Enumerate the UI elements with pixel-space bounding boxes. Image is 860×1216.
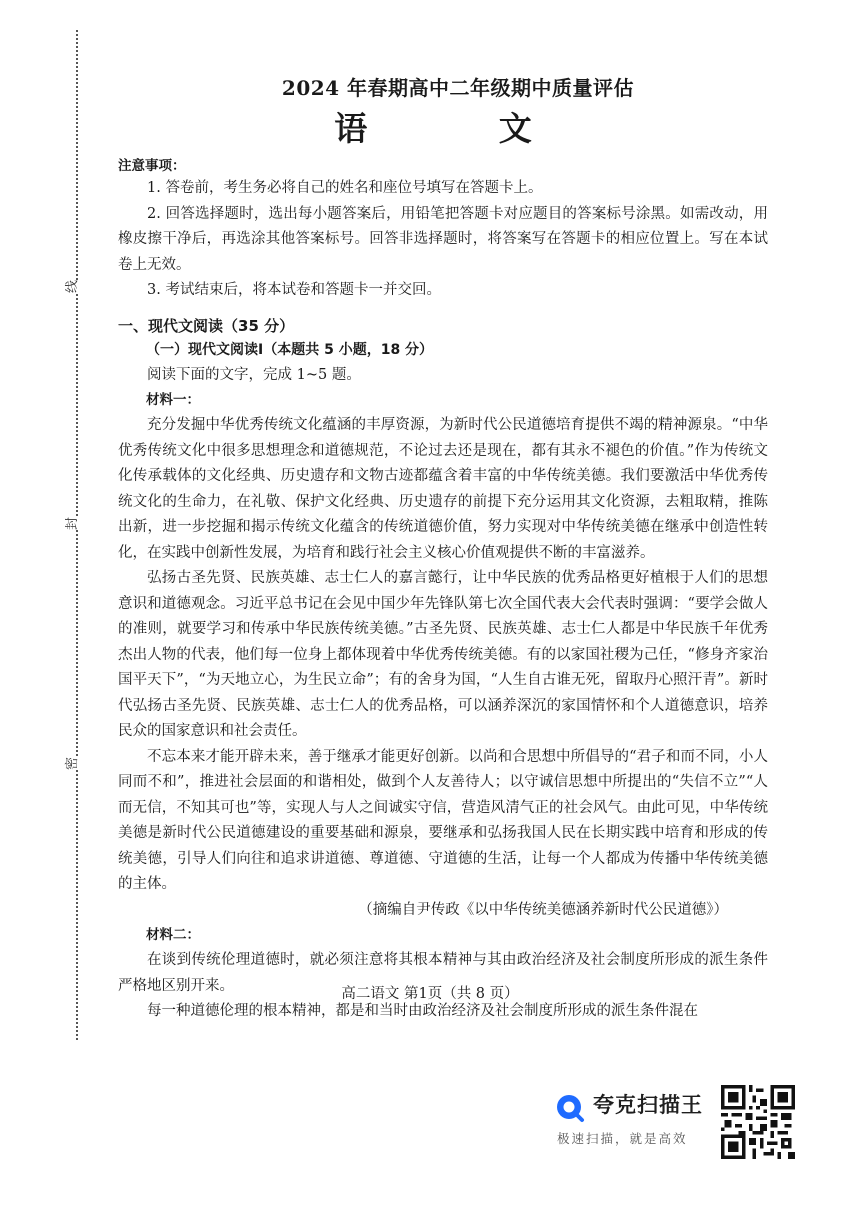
exam-page [118,62,768,1025]
qr-code-icon [721,1085,795,1159]
material-one-paragraph: 弘扬古圣先贤、民族英雄、志士仁人的嘉言懿行，让中华民族的优秀品格更好植根于人们的思想意识和道德观念。习近平总书记在会见中国少年先锋队第七次全国代表大会代表时强调：“要学会做人的准则，就要学习和传承中华民族传统美德。”古圣先贤、民族英雄、志士仁人都是中华民族千年优秀杰出人物的代表，他们每一位身上都体现着中华优秀传统美德。有的以家国社稷为己任，“修身齐家治国平天下”，“为天地立心，为生民立命”；有的舍身为国，“人生自古谁无死，留取丹心照汗青”。新时代弘扬古圣先贤、民族英雄、志士仁人的优秀品格，可以涵养深沉的家国情怀和个人道德意识，培养民众的国家意识和社会责任。 [118,570,768,739]
material-one-source: （摘编自尹传政《以中华传统美德涵养新时代公民道德》） [358,901,728,918]
exam-title: 2024 年春期高中二年级期中质量评估 [281,76,635,100]
watermark-slogan: 极速扫描，就是高效 [557,1131,688,1146]
sub-section-heading: （一）现代文阅读I（本题共 5 小题，18 分） [146,341,434,358]
binding-mark-feng: 封 [59,517,82,530]
material-one-paragraph: 充分发掘中华优秀传统文化蕴涵的丰厚资源，为新时代公民道德培育提供不竭的精神源泉。“中华优秀传统文化中很多思想理念和道德规范，不论过去还是现在，都有其永不褪色的价值。”作为传统文化传承载体的文化经典、历史遗存和文物古迹都蕴含着丰富的中华传统美德。我们要激活中华优秀传统文化的生命力，在礼敬、保护文化经典、历史遗存的前提下充分运用其文化资源，去粗取精，推陈出新，进一步挖掘和揭示传统文化蕴含的传统道德价值，努力实现对中华传统美德在继承中创造性转化，在实践中创新性发展，为培育和践行社会主义核心价值观提供不断的丰富滋养。 [118,417,768,561]
notice-item: 1. 答卷前，考生务必将自己的姓名和座位号填写在答题卡上。 [147,180,543,196]
notice-item: 2. 回答选择题时，选出每小题答案后，用铅笔把答题卡对应题目的答案标号涂黑。如需改动，用橡皮擦干净后，再选涂其他答案标号。回答非选择题时，将答案写在答题卡的相应位置上。写在本试卷上无效。 [118,205,768,273]
binding-mark-xian: 线 [59,280,82,293]
material-two-paragraph: 在谈到传统伦理道德时，就必须注意将其根本精神与其由政治经济及社会制度所形成的派生条件严格地区别开来。 [118,952,768,994]
reading-instruction: 阅读下面的文字，完成 1~5 题。 [147,366,361,383]
scanner-watermark [555,1085,800,1160]
material-one-label: 材料一： [146,392,200,408]
quark-logo-icon [555,1093,585,1123]
binding-dotted-line [76,30,78,1040]
binding-mark-mi: 密 [59,757,82,770]
notice-heading: 注意事项： [118,158,186,174]
material-two-label: 材料二： [146,927,200,943]
section-heading: 一、现代文阅读（35 分） [118,316,295,335]
page-footer: 高二语文 第1页（共 8 页） [341,986,519,1002]
material-one-paragraph: 不忘本来才能开辟未来，善于继承才能更好创新。以尚和合思想中所倡导的“君子和而不同，小人同而不和”，推进社会层面的和谐相处，做到个人友善待人；以守诚信思想中所提出的“失信不立”“人而无信，不知其可也”等，实现人与人之间诚实守信，营造风清气正的社会风气。由此可见，中华传统美德是新时代公民道德建设的重要基础和源泉，要继承和弘扬我国人民在长期实践中培育和形成的传统美德，引导人们向往和追求讲道德、尊道德、守道德的生活，让每一个人都成为传播中华传统美德的主体。 [118,748,768,892]
subject-title: 语 文 [334,109,592,148]
material-two-paragraph: 每一种道德伦理的根本精神，都是和当时由政治经济及社会制度所形成的派生条件混在 [147,1003,698,1019]
notice-item: 3. 考试结束后，将本试卷和答题卡一并交回。 [147,282,441,298]
watermark-brand: 夸克扫描王 [593,1093,703,1117]
